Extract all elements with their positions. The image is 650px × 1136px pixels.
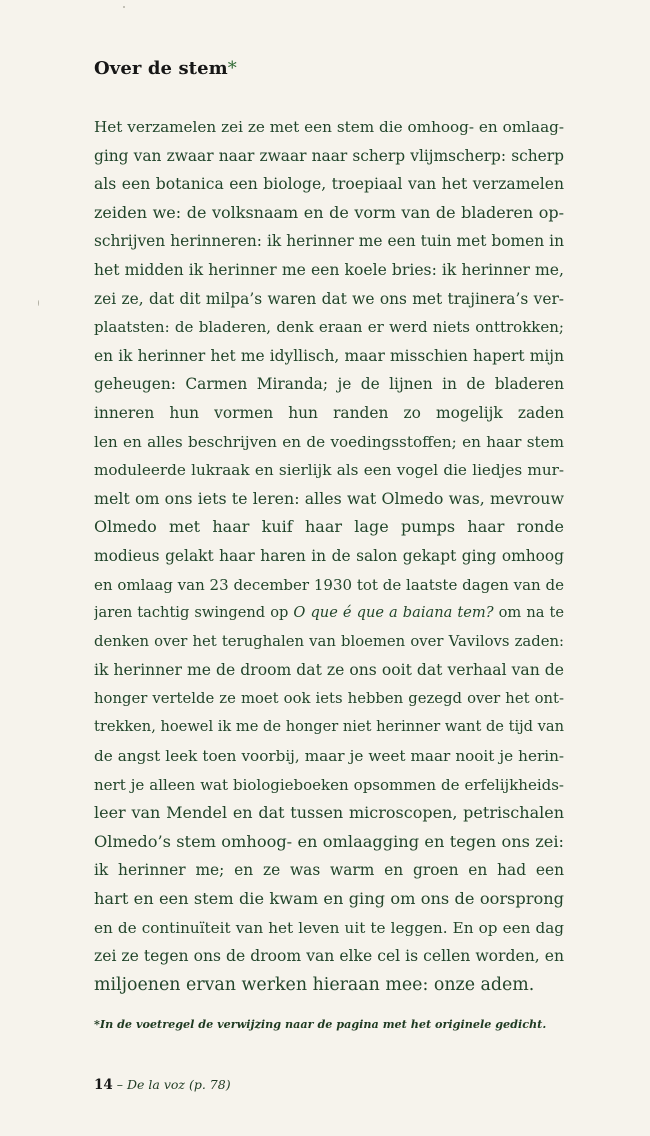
poem-line: en omlaag van 23 december 1930 tot de laatste dagen van de xyxy=(94,575,564,594)
poem-line: als een botanica een biologe, troepiaal van het verzamelen xyxy=(94,175,564,194)
poem-last-line: miljoenen ervan werken hieraan mee: onze adem. xyxy=(94,974,535,995)
poem-line: inneren hun vormen hun randen zo mogelijk zaden xyxy=(94,403,564,422)
poem-line: trekken, hoewel ik me de honger niet herinner want de tijd van xyxy=(94,718,564,736)
poem-line: modieus gelakt haar haren in de salon gekapt ging omhoog xyxy=(94,546,564,565)
poem-line: denken over het terughalen van bloemen over Vavilovs zaden: xyxy=(94,632,564,650)
poem-line: en ik herinner het me idyllisch, maar misschien hapert mijn xyxy=(94,346,564,365)
poem-line: moduleerde lukraak en sierlijk als een vogel die liedjes mur- xyxy=(94,461,564,480)
paper-speck xyxy=(123,6,125,8)
poem-line: Het verzamelen zei ze met een stem die omhoog- en omlaag- xyxy=(94,118,564,136)
poem-line: honger vertelde ze moet ook iets hebben gezegd over het ont- xyxy=(94,689,564,707)
poem-line: zei ze, dat dit milpa’s waren dat we ons met trajinera’s ver- xyxy=(94,289,564,308)
original-poem-reference: De la voz (p. 78) xyxy=(127,1077,231,1092)
poem-line: en de continuïteit van het leven uit te leggen. En op een dag xyxy=(94,918,564,937)
poem-line: de angst leek toen voorbij, maar je weet maar nooit je herin- xyxy=(94,747,564,766)
poem-line: leer van Mendel en dat tussen microscopen, petrischalen xyxy=(94,803,564,823)
page-number: 14 xyxy=(94,1077,113,1093)
poem-line: ik herinner me; en ze was warm en groen en had een xyxy=(94,861,564,880)
poem-line: het midden ik herinner me een koele bries: ik herinner me, xyxy=(94,260,564,279)
poem-line: zei ze tegen ons de droom van elke cel is cellen worden, en xyxy=(94,947,564,966)
footer-separator: – xyxy=(116,1077,124,1092)
poem-line: Olmedo’s stem omhoog- en omlaagging en tegen ons zei: xyxy=(94,831,564,851)
song-title: O que é que a baiana tem? xyxy=(293,604,494,622)
poem-line: geheugen: Carmen Miranda; je de lijnen in de bladeren xyxy=(94,375,564,394)
poem-line: plaatsten: de bladeren, denk eraan er werd niets onttrokken; xyxy=(94,318,564,337)
line-text-before: jaren tachtig swingend op xyxy=(94,604,294,622)
poem-line: nert je alleen wat biologieboeken opsommen de erfelijkheids- xyxy=(94,775,564,794)
title-footnote-marker: * xyxy=(227,58,237,79)
poem-line: melt om ons iets te leren: alles wat Olmedo was, mevrouw xyxy=(94,488,564,508)
poem-line: ging van zwaar naar zwaar naar scherp vlijmscherp: scherp xyxy=(94,146,564,165)
poem-title xyxy=(94,58,237,79)
poem-line: len en alles beschrijven en de voedingsstoffen; en haar stem xyxy=(94,432,564,451)
footnote: *In de voetregel de verwijzing naar de pagina met het originele gedicht. xyxy=(94,1017,547,1031)
page-footer xyxy=(94,1077,231,1093)
paper-speck xyxy=(38,300,39,306)
title-text: Over de stem xyxy=(94,58,228,79)
line-text-after: om na te xyxy=(493,604,564,622)
poem-line: zeiden we: de volksnaam en de vorm van de bladeren op- xyxy=(94,202,564,222)
poem-line-with-song-title xyxy=(94,599,564,628)
poem-line: hart en een stem die kwam en ging om ons de oorsprong xyxy=(94,889,564,909)
poem-line: schrijven herinneren: ik herinner me een tuin met bomen in xyxy=(94,232,564,251)
poem-line: ik herinner me de droom dat ze ons ooit dat verhaal van de xyxy=(94,661,564,680)
poem-line: Olmedo met haar kuif haar lage pumps haar ronde xyxy=(94,517,564,537)
poem-body xyxy=(94,113,564,999)
